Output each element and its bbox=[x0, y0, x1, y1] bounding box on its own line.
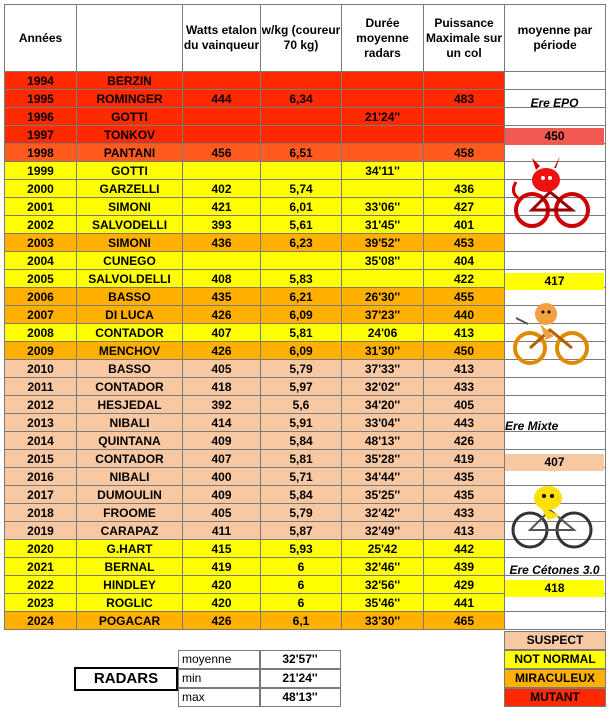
duree-cell: 32'56'' bbox=[342, 576, 424, 594]
watts-cell: 402 bbox=[183, 180, 261, 198]
watts-cell: 426 bbox=[183, 342, 261, 360]
duree-cell: 48'13'' bbox=[342, 432, 424, 450]
watts-cell: 407 bbox=[183, 324, 261, 342]
wkg-cell: 5,84 bbox=[261, 432, 342, 450]
watts-cell: 418 bbox=[183, 378, 261, 396]
watts-cell: 420 bbox=[183, 576, 261, 594]
devil-cyclist-icon bbox=[510, 152, 592, 230]
watts-cell: 405 bbox=[183, 360, 261, 378]
header-moyenne: moyenne par période bbox=[505, 5, 606, 72]
wkg-cell: 6,51 bbox=[261, 144, 342, 162]
radars-max-value: 48'13'' bbox=[259, 688, 341, 707]
period-mixte-label bbox=[505, 418, 604, 435]
watts-cell: 435 bbox=[183, 288, 261, 306]
watts-cell: 400 bbox=[183, 468, 261, 486]
header-duree: Durée moyenne radars bbox=[342, 5, 424, 72]
wkg-cell: 5,81 bbox=[261, 324, 342, 342]
puissance-cell: 404 bbox=[424, 252, 505, 270]
duree-cell: 21'24'' bbox=[342, 108, 424, 126]
ere-cetones-text: Ere Cétones 3.0 bbox=[509, 563, 600, 577]
wkg-cell: 6,21 bbox=[261, 288, 342, 306]
wkg-cell: 5,97 bbox=[261, 378, 342, 396]
legend-miraculeux: MIRACULEUX bbox=[504, 669, 606, 688]
winner-cell: GARZELLI bbox=[77, 180, 183, 198]
year-cell: 2024 bbox=[5, 612, 77, 630]
puissance-cell: 442 bbox=[424, 540, 505, 558]
avg-418-value: 418 bbox=[505, 580, 604, 597]
watts-cell bbox=[183, 162, 261, 180]
header-watts: Watts etalon du vainqueur bbox=[183, 5, 261, 72]
winner-cell: BASSO bbox=[77, 288, 183, 306]
duree-cell: 33'04'' bbox=[342, 414, 424, 432]
legend-not-normal: NOT NORMAL bbox=[504, 650, 606, 669]
period-cell bbox=[505, 72, 606, 90]
winner-cell: DI LUCA bbox=[77, 306, 183, 324]
wkg-cell: 5,84 bbox=[261, 486, 342, 504]
wkg-cell: 5,71 bbox=[261, 468, 342, 486]
wkg-cell: 5,87 bbox=[261, 522, 342, 540]
puissance-cell: 440 bbox=[424, 306, 505, 324]
duree-cell: 37'23'' bbox=[342, 306, 424, 324]
duree-cell: 34'20'' bbox=[342, 396, 424, 414]
duree-cell: 39'52'' bbox=[342, 234, 424, 252]
avg-epo-value: 450 bbox=[505, 128, 604, 145]
duree-cell: 34'11'' bbox=[342, 162, 424, 180]
duree-cell bbox=[342, 144, 424, 162]
wkg-cell bbox=[261, 108, 342, 126]
winner-cell: CONTADOR bbox=[77, 450, 183, 468]
puissance-cell: 413 bbox=[424, 522, 505, 540]
watts-cell: 392 bbox=[183, 396, 261, 414]
watts-cell: 414 bbox=[183, 414, 261, 432]
year-cell: 2015 bbox=[5, 450, 77, 468]
year-cell: 2021 bbox=[5, 558, 77, 576]
duree-cell: 32'49'' bbox=[342, 522, 424, 540]
watts-cell: 420 bbox=[183, 594, 261, 612]
table-row bbox=[5, 234, 606, 252]
watts-cell: 415 bbox=[183, 540, 261, 558]
period-cell bbox=[505, 378, 606, 396]
wkg-cell: 5,83 bbox=[261, 270, 342, 288]
winner-cell: NIBALI bbox=[77, 468, 183, 486]
wkg-cell: 6,01 bbox=[261, 198, 342, 216]
wkg-cell: 6,34 bbox=[261, 90, 342, 108]
watts-cell: 421 bbox=[183, 198, 261, 216]
wkg-cell: 6,23 bbox=[261, 234, 342, 252]
duree-cell: 35'25'' bbox=[342, 486, 424, 504]
year-cell: 1995 bbox=[5, 90, 77, 108]
watts-cell: 407 bbox=[183, 450, 261, 468]
watts-cell: 436 bbox=[183, 234, 261, 252]
puissance-cell: 443 bbox=[424, 414, 505, 432]
table-row bbox=[5, 612, 606, 630]
radars-min-value: 21'24'' bbox=[259, 669, 341, 688]
watts-cell: 411 bbox=[183, 522, 261, 540]
winner-cell: CUNEGO bbox=[77, 252, 183, 270]
duree-cell bbox=[342, 72, 424, 90]
puissance-cell: 483 bbox=[424, 90, 505, 108]
ere-mixte-text: Ere Mixte bbox=[505, 419, 559, 433]
winner-cell: CARAPAZ bbox=[77, 522, 183, 540]
duree-cell bbox=[342, 90, 424, 108]
winner-cell: SIMONI bbox=[77, 234, 183, 252]
period-cetones-label bbox=[505, 562, 604, 579]
period-epo-label bbox=[505, 94, 604, 111]
wkg-cell: 5,74 bbox=[261, 180, 342, 198]
period-cell bbox=[505, 234, 606, 252]
year-cell: 2016 bbox=[5, 468, 77, 486]
year-cell: 2000 bbox=[5, 180, 77, 198]
wkg-cell bbox=[261, 126, 342, 144]
year-cell: 2003 bbox=[5, 234, 77, 252]
puissance-cell bbox=[424, 108, 505, 126]
year-cell: 2017 bbox=[5, 486, 77, 504]
puissance-cell: 455 bbox=[424, 288, 505, 306]
puissance-cell bbox=[424, 72, 505, 90]
winner-cell: PANTANI bbox=[77, 144, 183, 162]
winner-cell: CONTADOR bbox=[77, 378, 183, 396]
year-cell: 2011 bbox=[5, 378, 77, 396]
year-cell: 2006 bbox=[5, 288, 77, 306]
duree-cell: 35'08'' bbox=[342, 252, 424, 270]
year-cell: 2018 bbox=[5, 504, 77, 522]
wkg-cell: 6 bbox=[261, 576, 342, 594]
duree-cell: 32'42'' bbox=[342, 504, 424, 522]
year-cell: 1998 bbox=[5, 144, 77, 162]
duree-cell: 37'33'' bbox=[342, 360, 424, 378]
winner-cell: NIBALI bbox=[77, 414, 183, 432]
winner-cell: BASSO bbox=[77, 360, 183, 378]
radars-moyenne-label: moyenne bbox=[178, 650, 261, 669]
header-annees: Années bbox=[5, 5, 77, 72]
watts-cell bbox=[183, 252, 261, 270]
duree-cell: 25'42 bbox=[342, 540, 424, 558]
watts-cell: 405 bbox=[183, 504, 261, 522]
year-cell: 2019 bbox=[5, 522, 77, 540]
year-cell: 2007 bbox=[5, 306, 77, 324]
year-cell: 2012 bbox=[5, 396, 77, 414]
watts-cell bbox=[183, 126, 261, 144]
watts-cell bbox=[183, 108, 261, 126]
wkg-cell: 6,1 bbox=[261, 612, 342, 630]
wkg-cell: 5,61 bbox=[261, 216, 342, 234]
year-cell: 1999 bbox=[5, 162, 77, 180]
puissance-cell: 435 bbox=[424, 468, 505, 486]
watts-cell: 426 bbox=[183, 612, 261, 630]
winner-cell: GOTTI bbox=[77, 162, 183, 180]
duree-cell: 35'28'' bbox=[342, 450, 424, 468]
radars-min-label: min bbox=[178, 669, 261, 688]
duree-cell bbox=[342, 126, 424, 144]
winner-cell: SALVOLDELLI bbox=[77, 270, 183, 288]
year-cell: 2001 bbox=[5, 198, 77, 216]
watts-cell: 409 bbox=[183, 486, 261, 504]
watts-cell bbox=[183, 72, 261, 90]
duree-cell bbox=[342, 180, 424, 198]
winner-cell: BERNAL bbox=[77, 558, 183, 576]
wkg-cell bbox=[261, 252, 342, 270]
radars-label: RADARS bbox=[74, 667, 178, 691]
wkg-cell: 5,79 bbox=[261, 360, 342, 378]
puissance-cell: 465 bbox=[424, 612, 505, 630]
puissance-cell: 436 bbox=[424, 180, 505, 198]
yellow-cyclist-icon bbox=[508, 472, 594, 552]
wkg-cell bbox=[261, 72, 342, 90]
puissance-cell: 405 bbox=[424, 396, 505, 414]
winner-cell: HESJEDAL bbox=[77, 396, 183, 414]
header-wkg: w/kg (coureur 70 kg) bbox=[261, 5, 342, 72]
winner-cell: SALVODELLI bbox=[77, 216, 183, 234]
winner-cell: CONTADOR bbox=[77, 324, 183, 342]
table-row bbox=[5, 378, 606, 396]
year-cell: 2005 bbox=[5, 270, 77, 288]
year-cell: 2014 bbox=[5, 432, 77, 450]
puissance-cell: 419 bbox=[424, 450, 505, 468]
watts-cell: 408 bbox=[183, 270, 261, 288]
puissance-cell: 458 bbox=[424, 144, 505, 162]
ere-epo-text: Ere EPO bbox=[530, 96, 579, 110]
legend-mutant: MUTANT bbox=[504, 688, 606, 707]
puissance-cell: 453 bbox=[424, 234, 505, 252]
watts-cell: 456 bbox=[183, 144, 261, 162]
winner-cell: SIMONI bbox=[77, 198, 183, 216]
winner-cell: BERZIN bbox=[77, 72, 183, 90]
header-puissance: Puissance Maximale sur un col bbox=[424, 5, 505, 72]
winner-cell: POGACAR bbox=[77, 612, 183, 630]
year-cell: 2022 bbox=[5, 576, 77, 594]
doping-cyclist-icon bbox=[510, 296, 592, 366]
winner-cell: G.HART bbox=[77, 540, 183, 558]
winner-cell: FROOME bbox=[77, 504, 183, 522]
year-cell: 1994 bbox=[5, 72, 77, 90]
duree-cell: 34'44'' bbox=[342, 468, 424, 486]
period-cell bbox=[505, 252, 606, 270]
duree-cell: 33'30'' bbox=[342, 612, 424, 630]
wkg-cell: 6 bbox=[261, 594, 342, 612]
year-cell: 2013 bbox=[5, 414, 77, 432]
legend-suspect: SUSPECT bbox=[504, 631, 606, 650]
year-cell: 1996 bbox=[5, 108, 77, 126]
puissance-cell bbox=[424, 162, 505, 180]
header-tour: TOUR ITALIE bbox=[77, 5, 183, 72]
puissance-cell: 413 bbox=[424, 360, 505, 378]
year-cell: 2009 bbox=[5, 342, 77, 360]
duree-cell bbox=[342, 270, 424, 288]
winner-cell: QUINTANA bbox=[77, 432, 183, 450]
wkg-cell: 6 bbox=[261, 558, 342, 576]
duree-cell: 26'30'' bbox=[342, 288, 424, 306]
winner-cell: ROMINGER bbox=[77, 90, 183, 108]
duree-cell: 31'30'' bbox=[342, 342, 424, 360]
year-cell: 2002 bbox=[5, 216, 77, 234]
watts-cell: 419 bbox=[183, 558, 261, 576]
watts-cell: 393 bbox=[183, 216, 261, 234]
duree-cell: 33'06'' bbox=[342, 198, 424, 216]
puissance-cell: 422 bbox=[424, 270, 505, 288]
puissance-cell: 413 bbox=[424, 324, 505, 342]
puissance-cell: 426 bbox=[424, 432, 505, 450]
puissance-cell: 401 bbox=[424, 216, 505, 234]
duree-cell: 35'46'' bbox=[342, 594, 424, 612]
winner-cell: ROGLIC bbox=[77, 594, 183, 612]
watts-cell: 426 bbox=[183, 306, 261, 324]
year-cell: 1997 bbox=[5, 126, 77, 144]
year-cell: 2008 bbox=[5, 324, 77, 342]
year-cell: 2010 bbox=[5, 360, 77, 378]
duree-cell: 24'06 bbox=[342, 324, 424, 342]
watts-cell: 444 bbox=[183, 90, 261, 108]
period-cell bbox=[505, 396, 606, 414]
puissance-cell: 427 bbox=[424, 198, 505, 216]
duree-cell: 32'02'' bbox=[342, 378, 424, 396]
radars-moyenne-value: 32'57'' bbox=[259, 650, 341, 669]
winner-cell: DUMOULIN bbox=[77, 486, 183, 504]
puissance-cell: 429 bbox=[424, 576, 505, 594]
puissance-cell: 441 bbox=[424, 594, 505, 612]
duree-cell: 32'46'' bbox=[342, 558, 424, 576]
puissance-cell: 433 bbox=[424, 504, 505, 522]
puissance-cell: 450 bbox=[424, 342, 505, 360]
table-row bbox=[5, 72, 606, 90]
winner-cell: GOTTI bbox=[77, 108, 183, 126]
period-cell bbox=[505, 612, 606, 630]
wkg-cell: 6,09 bbox=[261, 306, 342, 324]
wkg-cell: 5,93 bbox=[261, 540, 342, 558]
puissance-cell: 435 bbox=[424, 486, 505, 504]
year-cell: 2004 bbox=[5, 252, 77, 270]
wkg-cell: 5,81 bbox=[261, 450, 342, 468]
wkg-cell bbox=[261, 162, 342, 180]
winner-cell: TONKOV bbox=[77, 126, 183, 144]
wkg-cell: 5,6 bbox=[261, 396, 342, 414]
year-cell: 2023 bbox=[5, 594, 77, 612]
duree-cell: 31'45'' bbox=[342, 216, 424, 234]
wkg-cell: 6,09 bbox=[261, 342, 342, 360]
wkg-cell: 5,91 bbox=[261, 414, 342, 432]
winner-cell: HINDLEY bbox=[77, 576, 183, 594]
avg-417-value: 417 bbox=[505, 273, 604, 290]
avg-407-value: 407 bbox=[505, 454, 604, 471]
radars-max-label: max bbox=[178, 688, 261, 707]
watts-cell: 409 bbox=[183, 432, 261, 450]
winner-cell: MENCHOV bbox=[77, 342, 183, 360]
year-cell: 2020 bbox=[5, 540, 77, 558]
puissance-cell: 433 bbox=[424, 378, 505, 396]
table-row bbox=[5, 396, 606, 414]
table-row bbox=[5, 252, 606, 270]
wkg-cell: 5,79 bbox=[261, 504, 342, 522]
puissance-cell: 439 bbox=[424, 558, 505, 576]
puissance-cell bbox=[424, 126, 505, 144]
